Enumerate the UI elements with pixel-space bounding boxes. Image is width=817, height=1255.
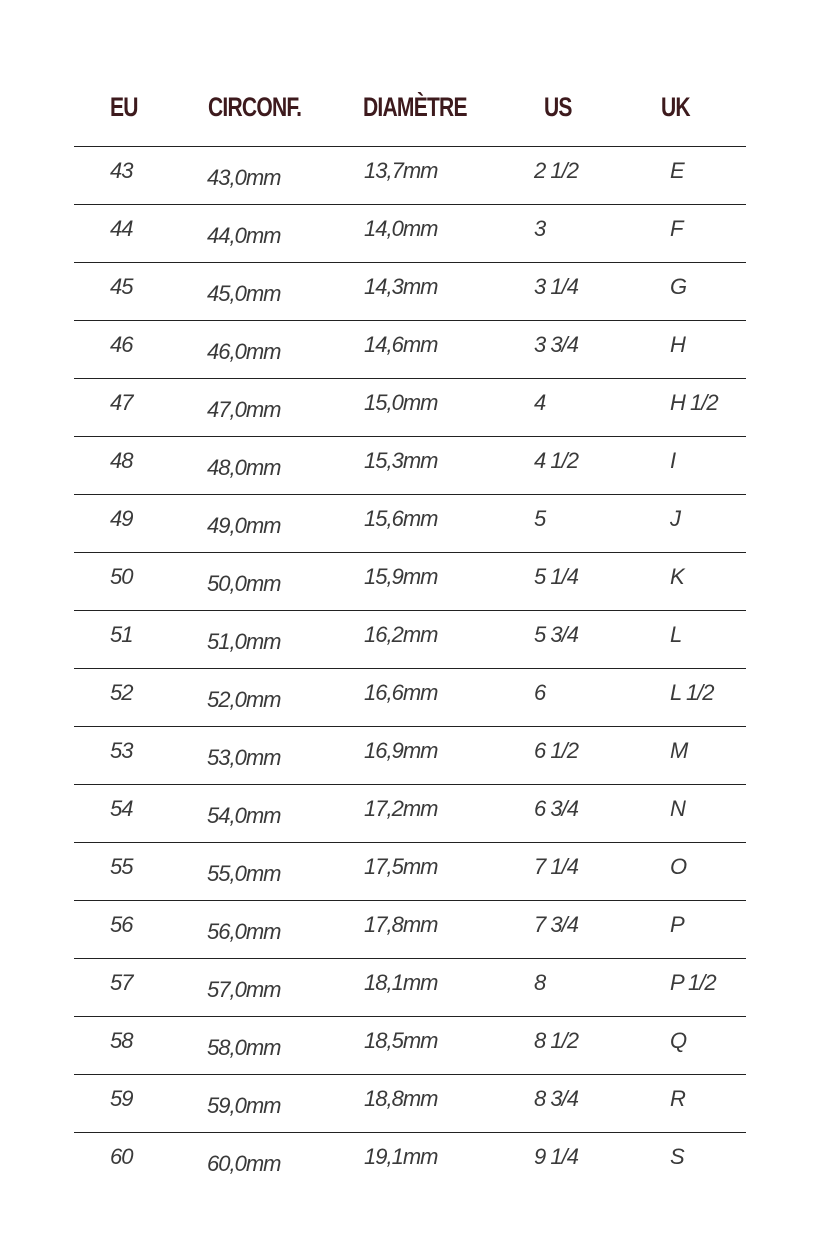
- cell-diameter: 15,3mm: [364, 448, 438, 473]
- cell-uk: L: [670, 622, 682, 647]
- cell-uk: O: [670, 854, 687, 879]
- cell-uk: L 1/2: [670, 680, 714, 705]
- cell-diameter: 14,0mm: [364, 216, 438, 241]
- cell-us: 5 3/4: [534, 622, 578, 647]
- cell-eu: 57: [110, 970, 133, 995]
- cell-uk: M: [670, 738, 688, 763]
- cell-eu: 55: [110, 854, 133, 879]
- ring-size-table: [74, 0, 746, 1190]
- cell-circumference: 59,0mm: [207, 1093, 281, 1118]
- table-row: [74, 263, 746, 321]
- cell-us: 2 1/2: [534, 158, 578, 183]
- table-row: [74, 785, 746, 843]
- cell-uk: K: [670, 564, 684, 589]
- cell-circumference: 56,0mm: [207, 919, 281, 944]
- table-header: [74, 0, 746, 147]
- cell-eu: 48: [110, 448, 133, 473]
- cell-eu: 44: [110, 216, 133, 241]
- table-row: [74, 843, 746, 901]
- cell-us: 3 1/4: [534, 274, 578, 299]
- cell-us: 5 1/4: [534, 564, 578, 589]
- cell-diameter: 15,9mm: [364, 564, 438, 589]
- cell-uk: Q: [670, 1028, 687, 1053]
- cell-diameter: 17,5mm: [364, 854, 438, 879]
- cell-uk: R: [670, 1086, 685, 1111]
- table-row: [74, 901, 746, 959]
- cell-circumference: 55,0mm: [207, 861, 281, 886]
- cell-diameter: 18,5mm: [364, 1028, 438, 1053]
- table-row: [74, 495, 746, 553]
- cell-circumference: 51,0mm: [207, 629, 281, 654]
- table-row: [74, 437, 746, 495]
- cell-circumference: 48,0mm: [207, 455, 281, 480]
- cell-us: 6 1/2: [534, 738, 578, 763]
- table-row: [74, 1075, 746, 1133]
- cell-circumference: 53,0mm: [207, 745, 281, 770]
- cell-uk: P: [670, 912, 684, 937]
- cell-eu: 50: [110, 564, 133, 589]
- table-row: [74, 1133, 746, 1190]
- cell-eu: 60: [110, 1144, 133, 1169]
- table-row: [74, 379, 746, 437]
- table-row: [74, 727, 746, 785]
- cell-diameter: 15,6mm: [364, 506, 438, 531]
- cell-circumference: 45,0mm: [207, 281, 281, 306]
- cell-us: 6 3/4: [534, 796, 578, 821]
- cell-circumference: 54,0mm: [207, 803, 281, 828]
- cell-us: 8: [534, 970, 546, 995]
- cell-eu: 51: [110, 622, 133, 647]
- cell-us: 4: [534, 390, 546, 415]
- cell-circumference: 43,0mm: [207, 165, 281, 190]
- cell-diameter: 14,6mm: [364, 332, 438, 357]
- cell-uk: P 1/2: [670, 970, 716, 995]
- cell-uk: S: [670, 1144, 684, 1169]
- cell-circumference: 60,0mm: [207, 1151, 281, 1176]
- table-row: [74, 959, 746, 1017]
- cell-diameter: 14,3mm: [364, 274, 438, 299]
- cell-uk: H 1/2: [670, 390, 718, 415]
- cell-uk: N: [670, 796, 685, 821]
- cell-eu: 59: [110, 1086, 133, 1111]
- cell-diameter: 17,2mm: [364, 796, 438, 821]
- cell-circumference: 58,0mm: [207, 1035, 281, 1060]
- cell-uk: J: [670, 506, 680, 531]
- cell-us: 8 3/4: [534, 1086, 578, 1111]
- cell-us: 8 1/2: [534, 1028, 578, 1053]
- header-uk: UK: [661, 92, 690, 122]
- cell-us: 3 3/4: [534, 332, 578, 357]
- cell-eu: 46: [110, 332, 133, 357]
- cell-us: 6: [534, 680, 546, 705]
- table-row: [74, 205, 746, 263]
- cell-circumference: 50,0mm: [207, 571, 281, 596]
- cell-uk: E: [670, 158, 684, 183]
- cell-circumference: 47,0mm: [207, 397, 281, 422]
- cell-circumference: 44,0mm: [207, 223, 281, 248]
- cell-eu: 56: [110, 912, 133, 937]
- cell-uk: I: [670, 448, 676, 473]
- cell-diameter: 18,1mm: [364, 970, 438, 995]
- header-diameter: DIAMÈTRE: [363, 92, 467, 122]
- cell-circumference: 49,0mm: [207, 513, 281, 538]
- cell-eu: 52: [110, 680, 133, 705]
- cell-diameter: 16,2mm: [364, 622, 438, 647]
- cell-us: 7 3/4: [534, 912, 578, 937]
- cell-diameter: 16,6mm: [364, 680, 438, 705]
- table-row: [74, 553, 746, 611]
- cell-eu: 54: [110, 796, 133, 821]
- header-us: US: [544, 92, 572, 122]
- cell-circumference: 57,0mm: [207, 977, 281, 1002]
- header-circumference: CIRCONF.: [208, 92, 302, 122]
- cell-uk: H: [670, 332, 685, 357]
- cell-diameter: 18,8mm: [364, 1086, 438, 1111]
- cell-uk: G: [670, 274, 687, 299]
- cell-us: 9 1/4: [534, 1144, 578, 1169]
- cell-uk: F: [670, 216, 683, 241]
- cell-eu: 43: [110, 158, 133, 183]
- header-eu: EU: [110, 92, 138, 122]
- cell-circumference: 52,0mm: [207, 687, 281, 712]
- table-row: [74, 669, 746, 727]
- cell-eu: 45: [110, 274, 133, 299]
- cell-us: 4 1/2: [534, 448, 578, 473]
- cell-diameter: 16,9mm: [364, 738, 438, 763]
- cell-diameter: 19,1mm: [364, 1144, 438, 1169]
- cell-eu: 47: [110, 390, 133, 415]
- cell-circumference: 46,0mm: [207, 339, 281, 364]
- cell-us: 3: [534, 216, 546, 241]
- cell-diameter: 15,0mm: [364, 390, 438, 415]
- table-row: [74, 147, 746, 205]
- cell-eu: 58: [110, 1028, 133, 1053]
- cell-eu: 49: [110, 506, 133, 531]
- table-row: [74, 611, 746, 669]
- cell-eu: 53: [110, 738, 133, 763]
- cell-diameter: 17,8mm: [364, 912, 438, 937]
- table-row: [74, 321, 746, 379]
- cell-diameter: 13,7mm: [364, 158, 438, 183]
- cell-us: 7 1/4: [534, 854, 578, 879]
- table-row: [74, 1017, 746, 1075]
- cell-us: 5: [534, 506, 546, 531]
